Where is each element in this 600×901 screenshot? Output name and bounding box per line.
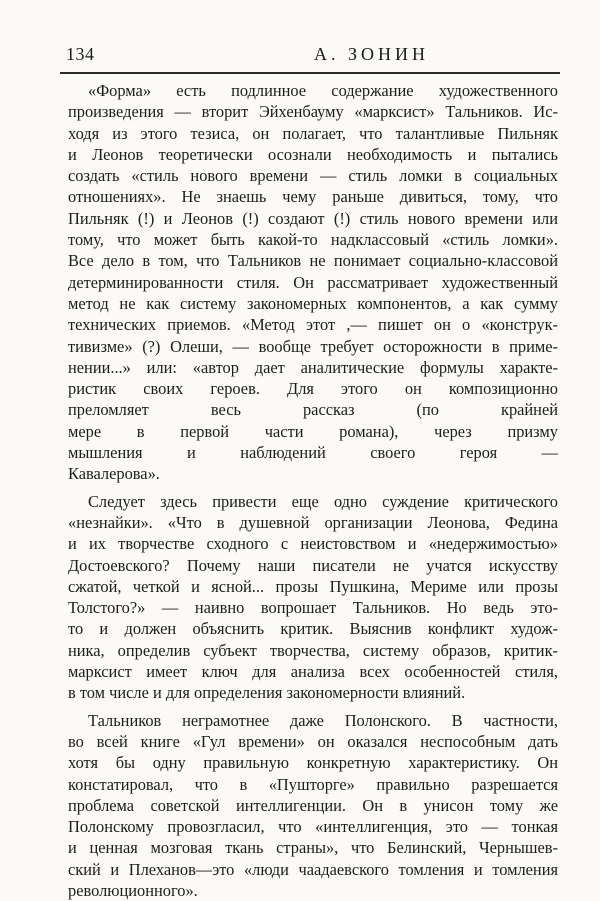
text-line: марксист имеет ключ для анализа всех особенностей стиля, (68, 662, 558, 682)
text-line: хотя бы одну правильную конкретную характеристику. Он (68, 753, 558, 773)
text-line: Пильняк (!) и Леонов (!) создают (!) стиль нового времени или (68, 208, 558, 228)
text-line: Кавалерова». (68, 464, 160, 484)
text-line: то и должен объяснить критик. Выяснив конфликт худож- (68, 619, 558, 639)
text-line: тивизме» (?) Олеши, — вообще требует осторожности в приме- (68, 336, 558, 356)
text-line: мере в первой части романа), через призму (68, 421, 558, 441)
text-line: нении...» или: «автор дает аналитические формулы характе- (68, 357, 558, 377)
text-line: сжатой, четкой и ясной... прозы Пушкина, Мериме или прозы (68, 576, 558, 596)
text-line: Достоевского? Почему наши писатели не учатся искусству (68, 555, 558, 575)
paragraph (68, 710, 558, 901)
text-line: Тальников неграмотнее даже Полонского. В частности, (88, 710, 558, 730)
header-rule (60, 72, 560, 74)
text-line: произведения — вторит Эйхенбауму «марксист» Тальников. Ис- (68, 102, 558, 122)
text-line: тому, что может быть какой-то надклассовый «стиль ломки». (68, 230, 558, 250)
text-line: Следует здесь привести еще одно суждение критического (88, 491, 558, 511)
text-line: «незнайки». «Что в душевной организации Леонова, Федина (68, 512, 558, 532)
text-line: Полонскому провозгласил, что «интеллигенция, это — тонкая (68, 817, 558, 837)
text-line: метод не как систему закономерных компонентов, а как сумму (68, 293, 558, 313)
text-line: и ценная мозговая ткань страны», что Белинский, Чернышев- (68, 838, 558, 858)
text-line: и Леонов теоретически осознали необходимость и пытались (68, 144, 558, 164)
text-line: детерминированности стиля. Он рассматривает художественный (68, 272, 558, 292)
text-line: создать «стиль нового времени — стиль ломки в социальных (68, 166, 558, 186)
text-line: ходя из этого тезиса, он полагает, что талантливые Пильняк (68, 123, 558, 143)
running-head: А. ЗОНИН (314, 44, 430, 64)
paragraph (68, 491, 558, 704)
text-line: преломляет весь рассказ (по крайней (68, 400, 558, 420)
text-line: ника, определив субъект творчества, систему образов, критик- (68, 640, 558, 660)
text-line: во всей книге «Гул времени» он оказался неспособным дать (68, 731, 558, 751)
body-text (68, 80, 558, 901)
text-line: Толстого?» — наивно вопрошает Тальников. Но ведь это- (68, 598, 558, 618)
page-number: 134 (66, 44, 95, 64)
text-line: отношениях». Не знаешь чему раньше дивиться, тому, что (68, 187, 558, 207)
text-line: ристик своих героев. Для этого он композиционно (68, 379, 558, 399)
text-line: и их творчестве сходного с неистовством и «недержимостью» (68, 534, 558, 554)
text-line: в том числе и для определения закономерности влияний. (68, 683, 466, 703)
text-line: технических приемов. «Метод этот ,— пишет он о «конструк- (68, 315, 558, 335)
page-header (66, 44, 558, 70)
text-line: мышления и наблюдений своего героя — (68, 443, 558, 463)
text-line: революционного». (68, 880, 198, 900)
text-line: ский и Плеханов—это «люди чаадаевского томления и томления (68, 859, 558, 879)
text-line: «Форма» есть подлинное содержание художественного (88, 81, 558, 100)
text-line: Все дело в том, что Тальников не понимает социально-классовой (68, 251, 558, 271)
paragraph (68, 80, 558, 485)
text-line: проблема советской интеллигенции. Он в унисон тому же (68, 795, 558, 815)
text-line: констатировал, что в «Пушторге» правильно разрешается (68, 774, 558, 794)
